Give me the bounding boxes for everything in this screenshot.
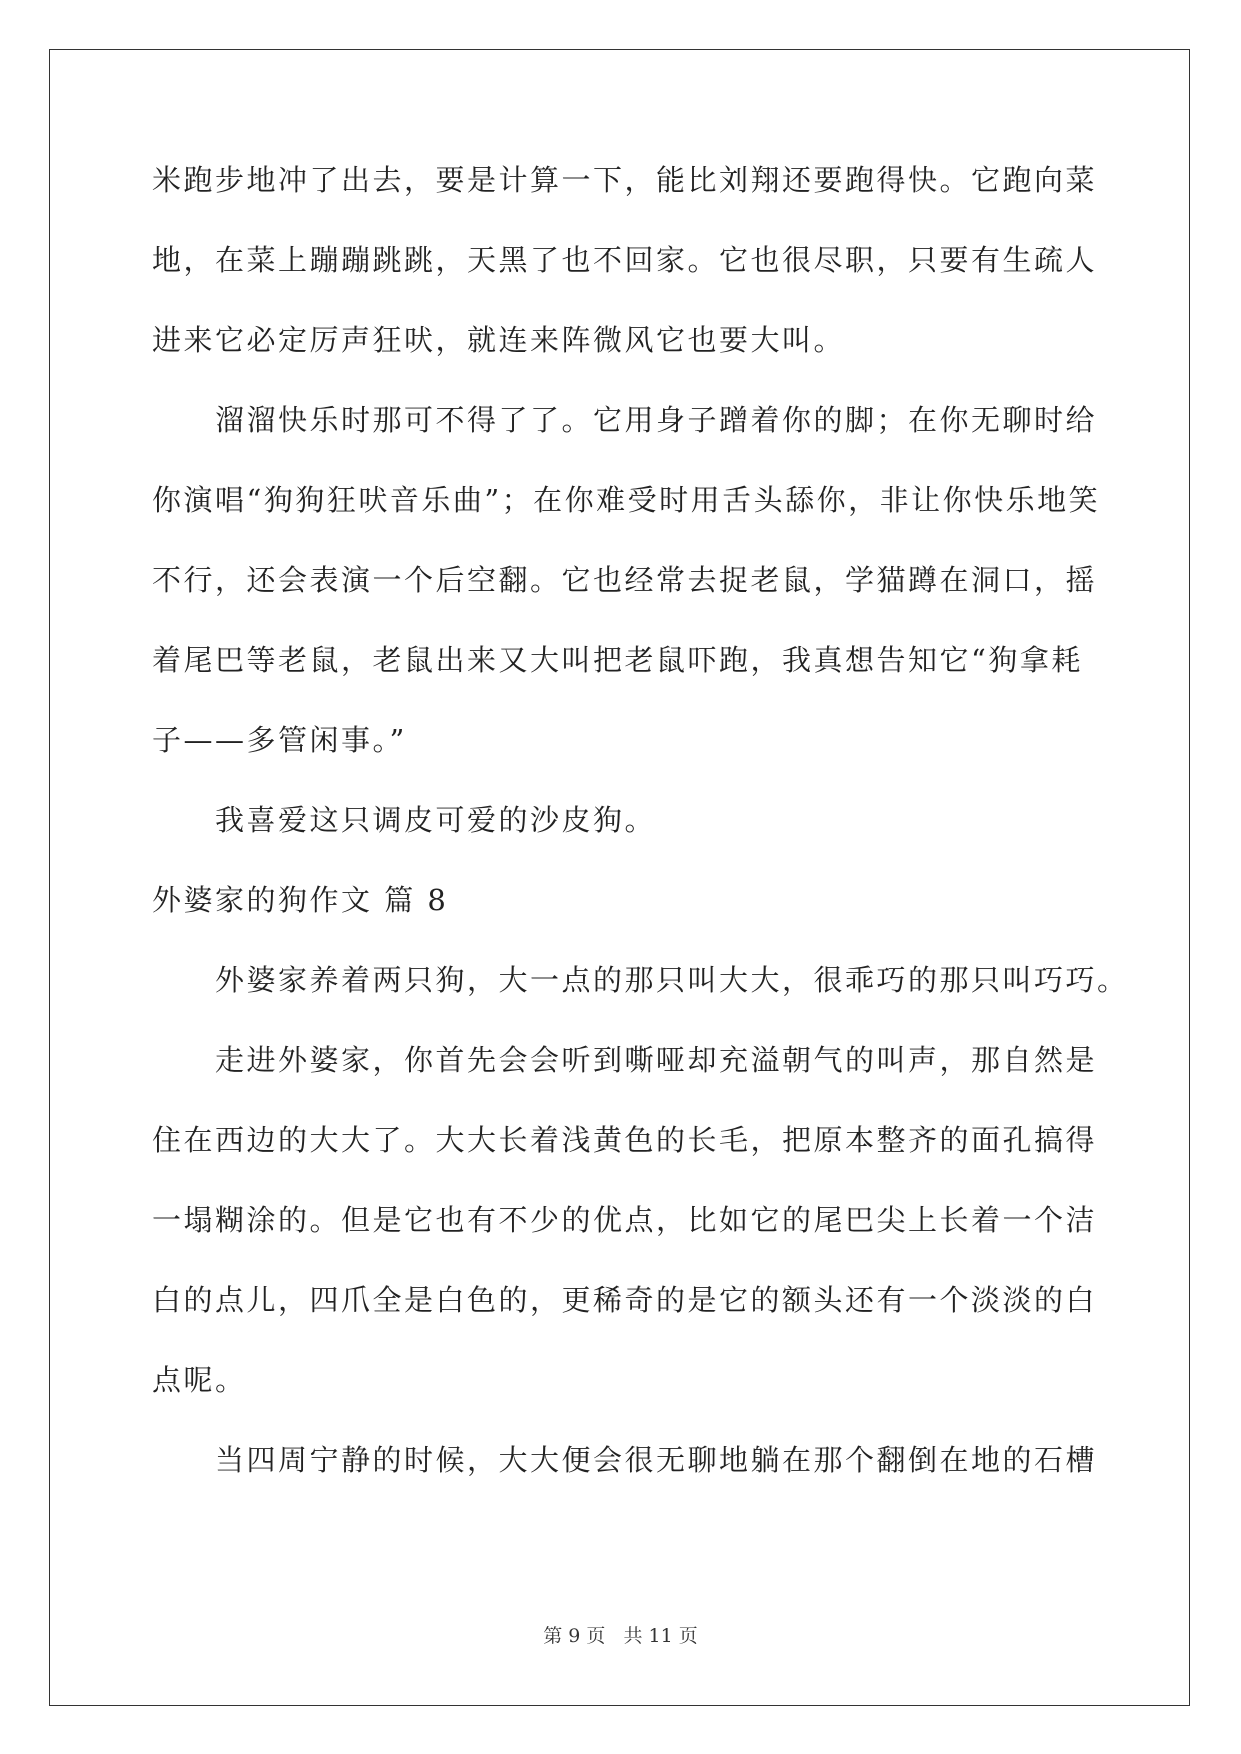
paragraph-line: 不行，还会表演一个后空翻。它也经常去捉老鼠，学猫蹲在洞口，摇 [152, 563, 1098, 597]
paragraph-line: 点呢。 [152, 1363, 247, 1397]
paragraph-line: 你演唱“狗狗狂吠音乐曲”；在你难受时用舌头舔你，非让你快乐地笑 [152, 483, 1101, 517]
paragraph-line: 我喜爱这只调皮可爱的沙皮狗。 [215, 803, 657, 837]
paragraph-line: 地，在菜上蹦蹦跳跳，天黑了也不回家。它也很尽职，只要有生疏人 [152, 243, 1098, 277]
paragraph-line: 着尾巴等老鼠，老鼠出来又大叫把老鼠吓跑，我真想告知它“狗拿耗 [152, 643, 1083, 677]
paragraph-line: 白的点儿，四爪全是白色的，更稀奇的是它的额头还有一个淡淡的白 [152, 1283, 1098, 1317]
paragraph-line: 当四周宁静的时候，大大便会很无聊地躺在那个翻倒在地的石槽 [215, 1443, 1098, 1477]
paragraph-line: 米跑步地冲了出去，要是计算一下，能比刘翔还要跑得快。它跑向菜 [152, 163, 1098, 197]
page-footer [0, 1621, 1241, 1648]
section-heading: 外婆家的狗作文 篇 8 [152, 883, 449, 917]
paragraph-line: 溜溜快乐时那可不得了了。它用身子蹭着你的脚；在你无聊时给 [215, 403, 1098, 437]
paragraph-line: 一塌糊涂的。但是它也有不少的优点，比如它的尾巴尖上长着一个洁 [152, 1203, 1098, 1237]
paragraph-line: 走进外婆家，你首先会会听到嘶哑却充溢朝气的叫声，那自然是 [215, 1043, 1098, 1077]
paragraph-line: 外婆家养着两只狗，大一点的那只叫大大，很乖巧的那只叫巧巧。 [215, 963, 1129, 997]
paragraph-line: 子——多管闲事。” [152, 723, 407, 757]
page-number: 第 9 页 [543, 1625, 606, 1647]
paragraph-line: 进来它必定厉声狂吠，就连来阵微风它也要大叫。 [152, 323, 846, 357]
page-total: 共 11 页 [623, 1625, 698, 1647]
paragraph-line: 住在西边的大大了。大大长着浅黄色的长毛，把原本整齐的面孔搞得 [152, 1123, 1098, 1157]
